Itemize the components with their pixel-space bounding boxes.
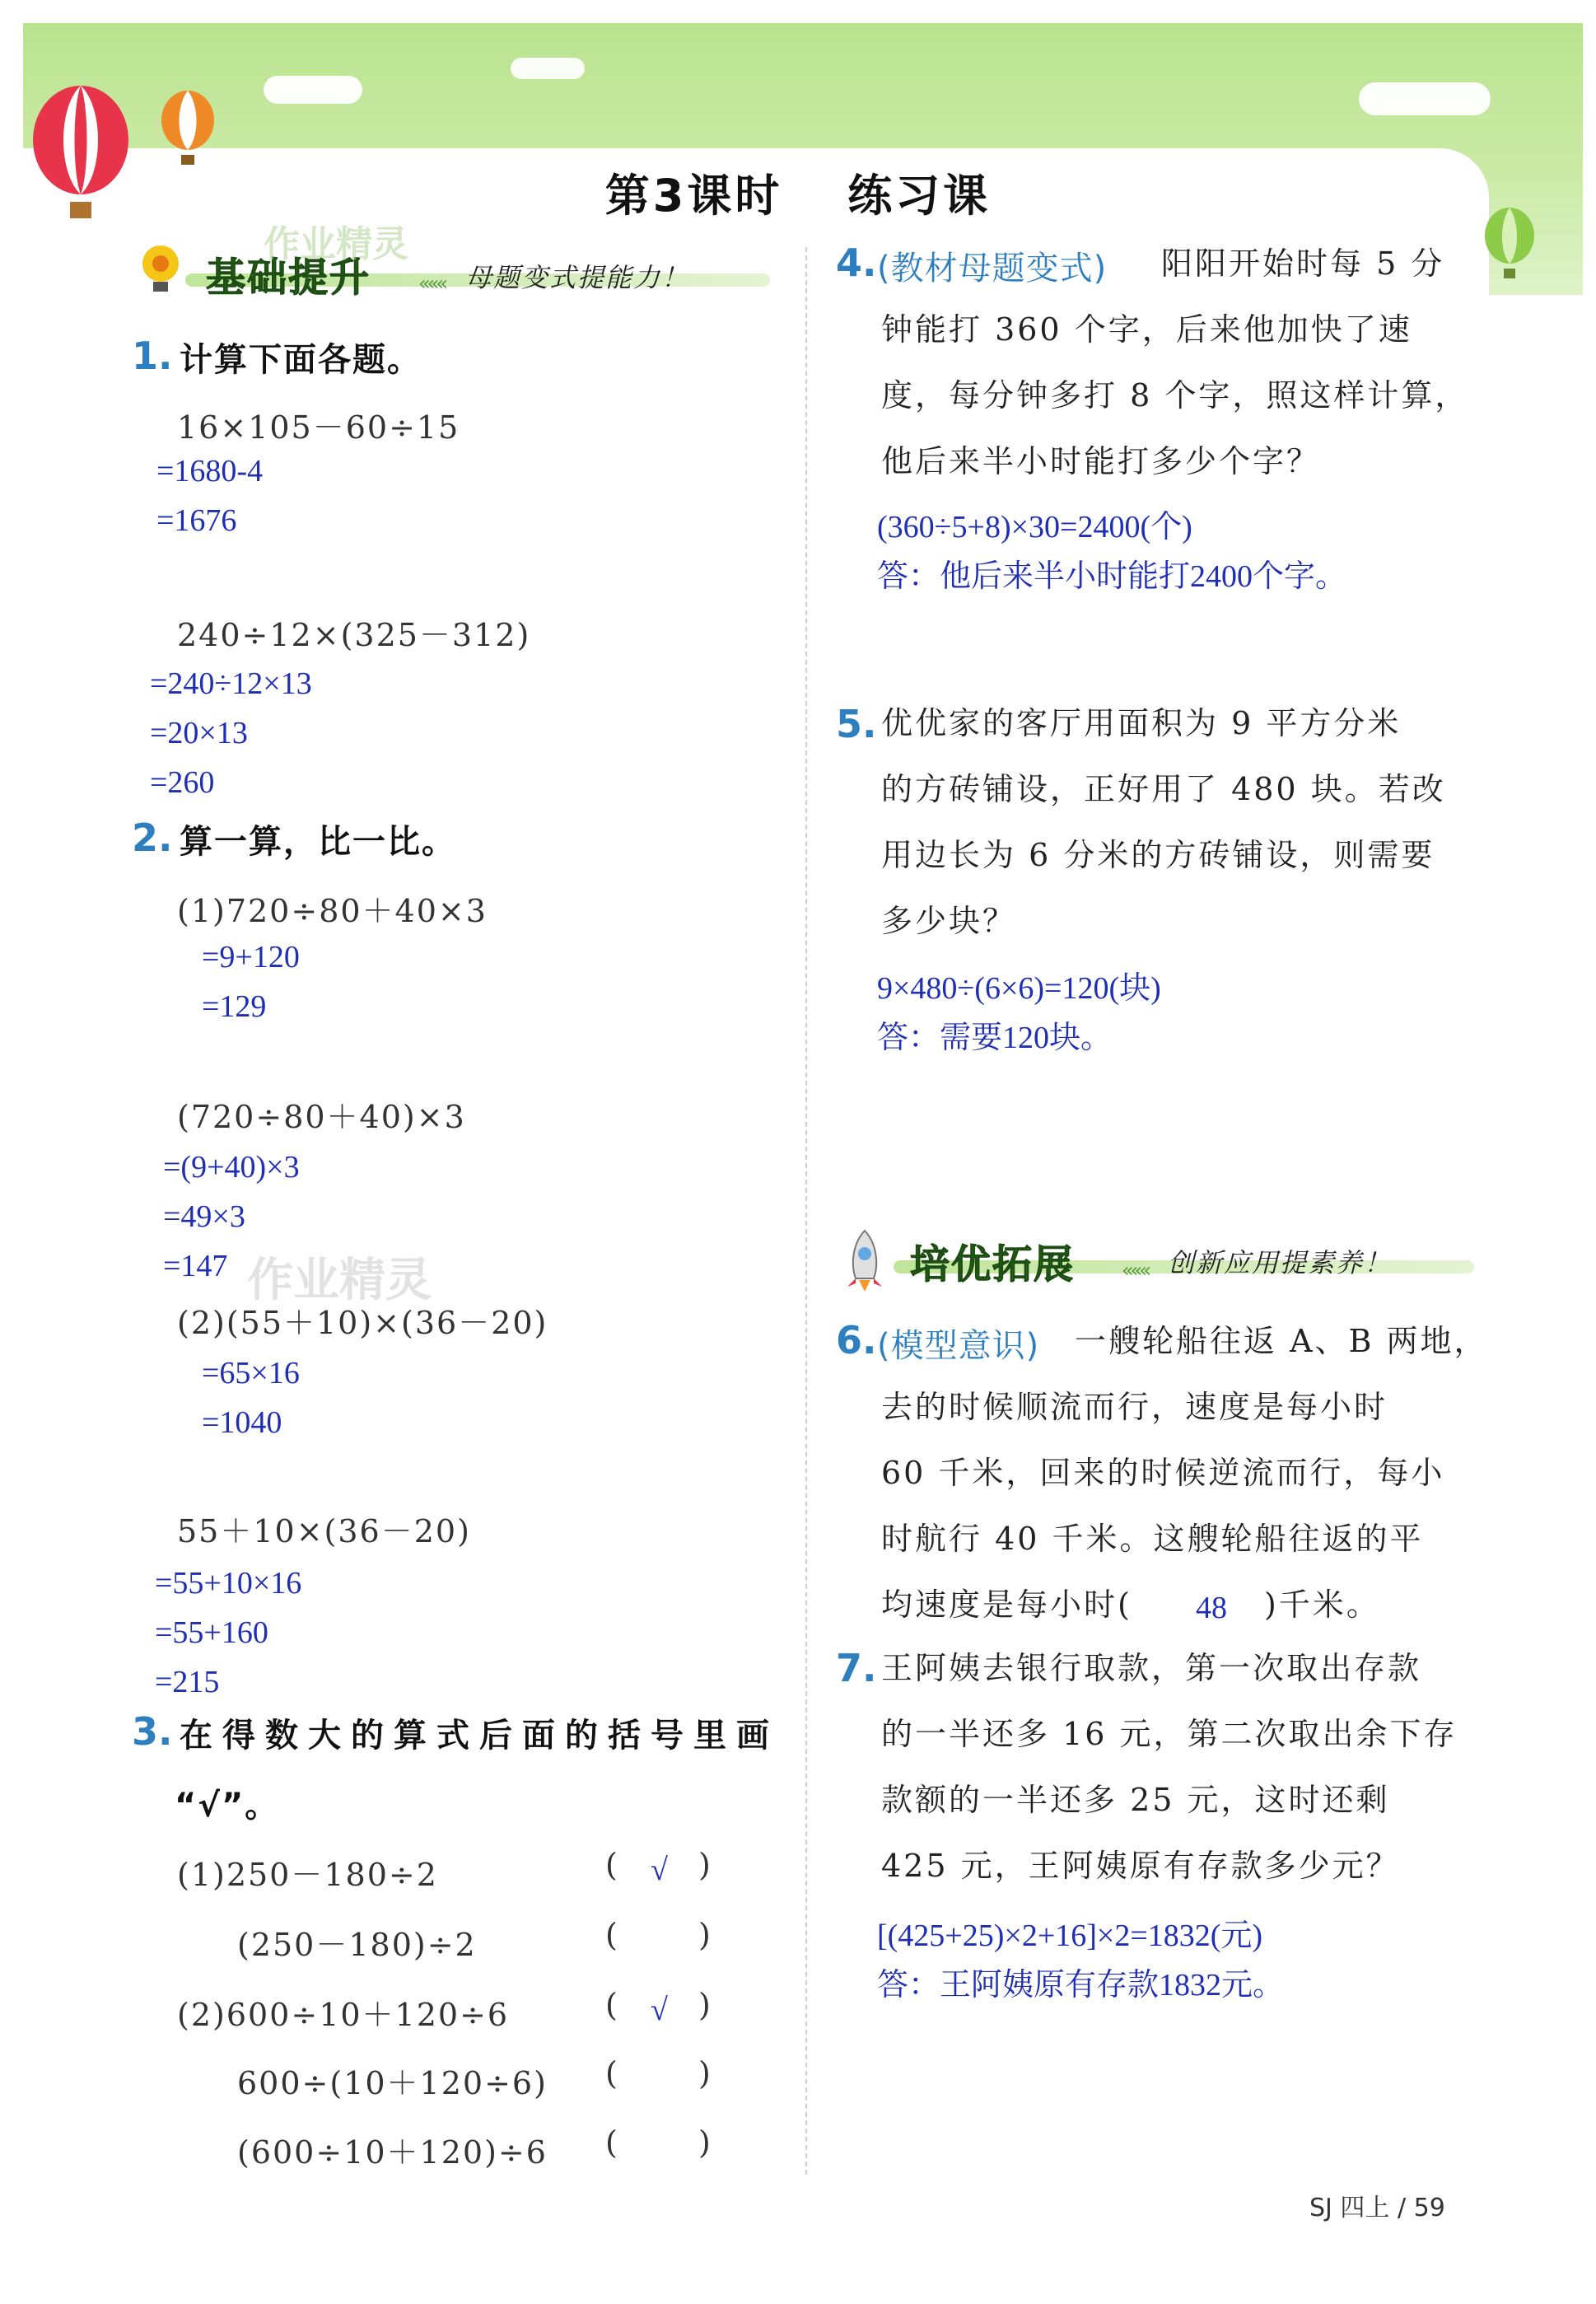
column-divider (805, 247, 807, 2175)
lesson-number: 第3课时 (604, 170, 783, 222)
check-mark[interactable]: √ (651, 1853, 668, 1887)
check-mark[interactable]: √ (651, 1993, 668, 2027)
cloud-decoration (511, 58, 585, 79)
lightbulb-icon (132, 239, 189, 297)
question-text: )千米。 (1264, 1587, 1380, 1623)
answer-sentence: 答：需要120块。 (877, 1021, 1113, 1055)
question-text: 度，每分钟多打 8 个字，照这样计算， (881, 377, 1469, 414)
answer-step: =1680-4 (156, 454, 264, 488)
answer-step: =260 (150, 765, 215, 800)
answer-sentence: 答：王阿姨原有存款1832元。 (877, 1968, 1285, 2003)
answer-step: =20×13 (150, 716, 248, 750)
answer-step: =55+10×16 (155, 1566, 302, 1601)
section-title: 培优拓展 (910, 1241, 1076, 1288)
answer-formula: (360÷5+8)×30=2400(个) (877, 510, 1192, 544)
answer-bracket-close: ) (698, 2124, 711, 2161)
question-number: 2. (132, 816, 173, 860)
lesson-title (0, 161, 1596, 224)
question-text: 的方砖铺设，正好用了 480 块。若改 (881, 771, 1446, 807)
answer-step: =1040 (202, 1405, 282, 1440)
lesson-name: 练习课 (847, 170, 992, 222)
question-text: 他后来半小时能打多少个字？ (881, 443, 1321, 479)
answer-bracket-open: ( (605, 1987, 618, 2023)
question-tag: (模型意识) (877, 1327, 1040, 1365)
comparison-expression: (600÷10＋120)÷6 (237, 2134, 548, 2171)
question-text: 的一半还多 16 元，第二次取出余下存 (881, 1716, 1458, 1752)
answer-formula: [(425+25)×2+16]×2=1832(元) (877, 1918, 1263, 1953)
question-text: 用边长为 6 分米的方砖铺设，则需要 (881, 837, 1435, 873)
question-text: 425 元，王阿姨原有存款多少元？ (881, 1848, 1400, 1884)
section-title: 基础提升 (206, 255, 371, 301)
answer-bracket-close: ) (698, 1987, 711, 2023)
answer-step: =215 (155, 1665, 220, 1699)
question-title: 在得数大的算式后面的括号里画 (180, 1717, 779, 1755)
rocket-icon (836, 1227, 894, 1293)
question-number: 3. (132, 1709, 173, 1754)
question-text: 60 千米，回来的时候逆流而行，每小 (881, 1455, 1445, 1491)
cloud-decoration (1359, 82, 1491, 115)
answer-step: =65×16 (202, 1356, 300, 1390)
expression: 55＋10×(36－20) (177, 1513, 471, 1549)
watermark: 作业精灵 (264, 223, 408, 265)
section-tagline: 母题变式提能力！ (465, 262, 690, 293)
question-text: 王阿姨去银行取款，第一次取出存款 (881, 1650, 1422, 1686)
expression: 240÷12×(325－312) (177, 617, 531, 653)
expression: (2)(55＋10)×(36－20) (177, 1305, 548, 1341)
answer-step: =55+160 (155, 1615, 268, 1650)
answer-step: =147 (163, 1249, 228, 1283)
question-number: 1. (132, 334, 173, 378)
question-text: 钟能打 360 个字，后来他加快了速 (881, 311, 1412, 348)
hot-air-balloon-icon (156, 89, 222, 171)
question-text: 阳阳开始时每 5 分 (1161, 245, 1445, 282)
question-text: 一艘轮船往返 A、B 两地， (1075, 1323, 1488, 1359)
comparison-expression: (1)250－180÷2 (177, 1857, 438, 1893)
answer-formula: 9×480÷(6×6)=120(块) (877, 971, 1161, 1006)
watermark: 作业精灵 (247, 1254, 432, 1307)
arrow-decoration: ««« (1122, 1259, 1149, 1282)
question-text: 去的时候顺流而行，速度是每小时 (881, 1389, 1388, 1425)
question-text: 时航行 40 千米。这艘轮船往返的平 (881, 1521, 1424, 1557)
answer-step: =240÷12×13 (150, 666, 312, 701)
answer-sentence: 答：他后来半小时能打2400个字。 (877, 559, 1347, 594)
page-footer: SJ 四上 / 59 (1309, 2194, 1445, 2222)
question-text: 优优家的客厅用面积为 9 平方分米 (881, 705, 1402, 741)
expression: (720÷80＋40)×3 (177, 1099, 466, 1135)
answer-step: =1676 (156, 503, 237, 538)
comparison-expression: 600÷(10＋120÷6) (237, 2065, 548, 2101)
answer-bracket-open: ( (605, 2124, 618, 2161)
question-number: 7. (836, 1646, 877, 1690)
section-tagline: 创新应用提素养！ (1168, 1247, 1393, 1278)
answer-bracket-open: ( (605, 1917, 618, 1953)
answer-step: =129 (202, 989, 267, 1024)
answer-bracket-close: ) (698, 2055, 711, 2091)
question-title: “√”。 (175, 1787, 280, 1825)
expression: (1)720÷80＋40×3 (177, 893, 488, 929)
question-text: 均速度是每小时( (881, 1587, 1132, 1623)
question-text: 多少块？ (881, 903, 1017, 939)
expression: 16×105－60÷15 (177, 409, 460, 446)
answer-bracket-close: ) (698, 1847, 711, 1883)
cloud-decoration (264, 76, 362, 104)
question-number: 4. (836, 241, 877, 285)
answer-step: =49×3 (163, 1199, 245, 1234)
arrow-decoration: ««« (418, 272, 446, 295)
question-tag: (教材母题变式) (877, 250, 1108, 287)
answer-step: =(9+40)×3 (163, 1150, 300, 1185)
comparison-expression: (250－180)÷2 (237, 1927, 477, 1963)
question-number: 6. (836, 1318, 877, 1362)
answer-bracket-close: ) (698, 1917, 711, 1953)
question-title: 计算下面各题。 (180, 341, 422, 379)
comparison-expression: (2)600÷10＋120÷6 (177, 1997, 510, 2033)
question-text: 款额的一半还多 25 元，这时还剩 (881, 1782, 1390, 1818)
answer-bracket-open: ( (605, 2055, 618, 2091)
question-title: 算一算，比一比。 (180, 823, 456, 861)
question-number: 5. (836, 702, 877, 746)
answer-step: =9+120 (202, 940, 300, 974)
fill-in-answer[interactable]: 48 (1196, 1591, 1227, 1625)
answer-bracket-open: ( (605, 1847, 618, 1883)
